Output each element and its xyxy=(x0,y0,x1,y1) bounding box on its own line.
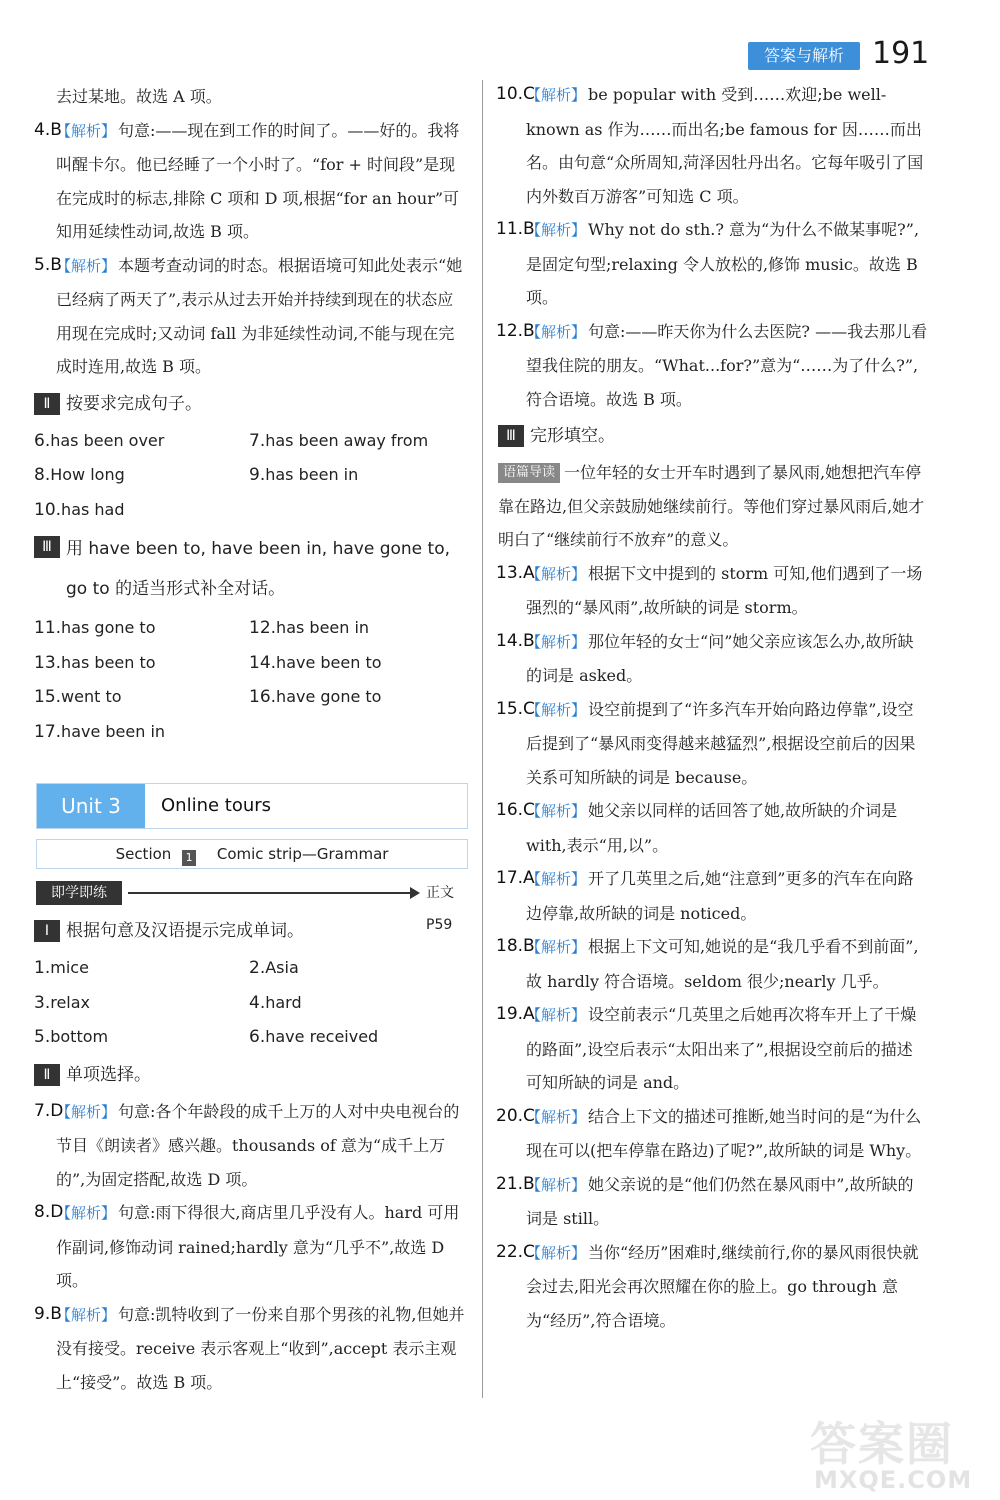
item-number: 12.B xyxy=(496,320,535,341)
analysis-tag: 【解析】 xyxy=(526,1175,587,1194)
item-number: 20.C xyxy=(496,1105,535,1126)
page-number: 191 xyxy=(872,36,930,71)
unit-banner xyxy=(36,783,468,829)
passage-text: 一位年轻的女士开车时遇到了暴风雨,她想把汽车停靠在路边,但父亲鼓励她继续前行。等他们穿过暴风雨后,她才明白了“继续前行不放弃”的意义。 xyxy=(498,463,925,549)
item-number: 14.B xyxy=(496,630,535,651)
item-number: 5.B xyxy=(34,254,62,275)
answer-text: hard xyxy=(265,992,302,1012)
watermark-logo xyxy=(800,1404,990,1494)
answer-text: has been away from xyxy=(265,430,429,450)
answer-cell xyxy=(247,986,462,1021)
item-text: 句意:——现在到工作的时间了。——好的。我将叫醒卡尔。他已经睡了一个小时了。“for + 时间段”是现在完成时的标志,排除 C 项和 D 项,根据“for an hour”可知用延续性动词,故选 B 项。 xyxy=(56,120,460,241)
answer-item xyxy=(496,794,928,862)
answer-cell xyxy=(32,646,247,681)
analysis-tag: 【解析】 xyxy=(526,86,587,104)
answer-item xyxy=(496,625,928,693)
roman-numeral-badge: Ⅱ xyxy=(34,1064,60,1086)
answer-number: 14. xyxy=(249,652,277,673)
answer-item xyxy=(32,1196,468,1298)
analysis-tag: 【解析】 xyxy=(526,564,587,583)
answer-cell xyxy=(32,611,247,646)
item-number: 10.C xyxy=(496,84,535,104)
section-title: 用 have been to, have been in, have gone to, go to 的适当形式补全对话。 xyxy=(66,539,451,599)
answer-number: 10. xyxy=(34,499,62,520)
item-number: 19.A xyxy=(496,1004,535,1024)
item-text: 句意:——昨天你为什么去医院? ——我去那儿看望我住院的朋友。“What...for?”意为“……为了什么?”,符合语境。故选 B 项。 xyxy=(526,321,928,409)
answer-number: 13. xyxy=(34,652,62,673)
item-text: 当你“经历”困难时,继续前行,你的暴风雨很快就会过去,阳光会再次照耀在你的脸上。go through 意为“经历”,符合语境。 xyxy=(526,1242,919,1330)
answer-cell xyxy=(247,424,462,459)
analysis-tag: 【解析】 xyxy=(56,1102,117,1121)
item-text: 句意:雨下得很大,商店里几乎没有人。hard 可用作副词,修饰动词 rained;hardly 意为“几乎不”,故选 D 项。 xyxy=(56,1203,460,1290)
section-heading xyxy=(32,1057,468,1093)
answer-number: 17. xyxy=(34,721,62,742)
item-number: 4.B xyxy=(34,119,62,140)
roman-numeral-badge: Ⅲ xyxy=(34,536,60,558)
answer-item xyxy=(496,930,928,998)
item-text: 那位年轻的女士“问”她父亲应该怎么办,故所缺的词是 asked。 xyxy=(526,631,914,685)
answer-item xyxy=(496,78,928,213)
item-text: 她父亲以同样的话回答了她,故所缺的介词是 with,表示“用,以”。 xyxy=(526,801,898,855)
watermark-main: 答案圈 xyxy=(810,1417,954,1471)
item-number: 17.A xyxy=(496,868,535,888)
answer-text: have received xyxy=(265,1027,379,1046)
item-number: 7.D xyxy=(34,1100,64,1121)
answer-number: 9. xyxy=(249,465,266,485)
roman-numeral-badge: Ⅲ xyxy=(498,425,524,447)
answer-item xyxy=(496,213,928,315)
analysis-tag: 【解析】 xyxy=(526,938,587,956)
unit-label: Unit 3 xyxy=(37,784,145,828)
right-items-top xyxy=(496,78,928,416)
answer-text: has had xyxy=(61,499,125,519)
section-number-badge: 1 xyxy=(182,850,196,866)
analysis-tag: 【解析】 xyxy=(56,1204,117,1222)
answer-item xyxy=(32,114,468,249)
right-items-bottom xyxy=(496,557,928,1338)
item-text: be popular with 受到……欢迎;be well-known as 作为……而出名;be famous for 因……而出名。由句意“众所周知,菏泽因牡丹出名。它每年吸引了国内外数百万游客”可知选 C 项。 xyxy=(526,85,924,206)
section-label: Section xyxy=(115,845,172,863)
section-subtitle: Comic strip—Grammar xyxy=(216,845,389,863)
item-number: 22.C xyxy=(496,1241,535,1262)
answer-cell xyxy=(32,715,247,750)
item-number: 15.C xyxy=(496,698,535,719)
answer-item xyxy=(496,557,928,625)
answer-number: 2. xyxy=(249,958,266,978)
answer-cell xyxy=(247,458,462,493)
unit-title: Online tours xyxy=(161,795,272,816)
answer-number: 4. xyxy=(249,992,266,1013)
item-number: 21.B xyxy=(496,1173,535,1194)
section-heading xyxy=(32,529,468,609)
left-items-top xyxy=(32,114,468,384)
answer-cell xyxy=(32,986,247,1021)
answer-number: 6. xyxy=(34,430,51,451)
answer-cell xyxy=(247,680,462,715)
practice-label: 即学即练 xyxy=(36,881,122,905)
left-items-bottom xyxy=(32,1095,468,1400)
answer-number: 1. xyxy=(34,958,51,978)
answer-cell xyxy=(247,1020,462,1055)
answer-number: 11. xyxy=(34,618,62,638)
answer-item xyxy=(32,1298,468,1400)
roman-numeral-badge: Ⅱ xyxy=(34,393,60,415)
analysis-tag: 【解析】 xyxy=(526,632,587,651)
answer-cell xyxy=(32,951,247,986)
answer-text: relax xyxy=(50,992,91,1012)
item-text: 设空前提到了“许多汽车开始向路边停靠”,设空后提到了“暴风雨变得越来越猛烈”,根据设空前后的因果关系可知所缺的词是 because。 xyxy=(526,699,916,787)
answer-text: has been over xyxy=(50,430,165,450)
item-number: 8.D xyxy=(34,1202,64,1222)
answer-text: have gone to xyxy=(276,687,382,706)
item-number: 13.A xyxy=(496,562,535,583)
answer-text: bottom xyxy=(50,1027,109,1046)
passage-tag: 语篇导读 xyxy=(498,463,560,483)
passage-summary xyxy=(496,456,928,557)
answer-number: 15. xyxy=(34,687,62,707)
item-number: 11.B xyxy=(496,219,535,239)
item-text: 本题考查动词的时态。根据语境可知此处表示“她已经病了两天了”,表示从过去开始并持续到现在的状态应用现在完成时;又动词 fall 为非延续性动词,不能与现在完成时连用,故选 B 项。 xyxy=(56,255,463,376)
item-text: Why not do sth.? 意为“为什么不做某事呢?”,是固定句型;relaxing 令人放松的,修饰 music。故选 B 项。 xyxy=(526,220,920,307)
answer-grid xyxy=(32,424,468,528)
answer-text: mice xyxy=(50,958,89,977)
answer-cell xyxy=(32,493,247,528)
answer-text: went to xyxy=(61,687,122,706)
analysis-tag: 【解析】 xyxy=(56,121,117,140)
answer-item xyxy=(32,249,468,384)
section-title: 按要求完成句子。 xyxy=(66,393,202,414)
watermark-url: MXQE.COM xyxy=(814,1466,973,1494)
right-column xyxy=(496,78,928,1337)
answer-item xyxy=(32,1095,468,1197)
item-number: 9.B xyxy=(34,1303,62,1324)
answer-text: has been in xyxy=(276,618,370,637)
analysis-tag: 【解析】 xyxy=(526,1107,587,1126)
answer-text: has gone to xyxy=(61,618,156,637)
answer-number: 12. xyxy=(249,618,277,638)
answer-grid xyxy=(32,951,468,1055)
column-divider xyxy=(482,80,483,1398)
answer-item xyxy=(496,315,928,417)
intro-text: 去过某地。故选 A 项。 xyxy=(56,87,222,106)
analysis-tag: 【解析】 xyxy=(526,1006,587,1024)
answer-text: has been in xyxy=(265,465,359,484)
answer-number: 7. xyxy=(249,430,266,451)
answer-cell xyxy=(32,424,247,459)
answer-text: Asia xyxy=(265,958,299,977)
answer-number: 6. xyxy=(249,1027,266,1047)
answer-number: 5. xyxy=(34,1027,51,1047)
answer-text: has been to xyxy=(61,652,156,672)
arrow-line xyxy=(128,892,414,894)
answer-item xyxy=(496,1100,928,1168)
analysis-tag: 【解析】 xyxy=(526,870,587,888)
analysis-tag: 【解析】 xyxy=(526,322,587,341)
item-number: 18.B xyxy=(496,936,535,956)
analysis-tag: 【解析】 xyxy=(526,1243,587,1262)
answer-text: have been in xyxy=(61,721,166,741)
section-bar xyxy=(36,839,468,869)
answer-cell xyxy=(32,680,247,715)
section-title: 完形填空。 xyxy=(530,426,615,446)
section-title: 根据句意及汉语提示完成单词。 xyxy=(66,921,304,941)
section-heading xyxy=(32,386,468,422)
arrow-icon xyxy=(410,887,420,899)
left-column xyxy=(32,80,468,1399)
item-text: 开了几英里之后,她“注意到”更多的汽车在向路边停靠,故所缺的词是 noticed。 xyxy=(526,869,914,923)
item-text: 根据上下文可知,她说的是“我几乎看不到前面”,故 hardly 符合语境。seldom 很少;nearly 几乎。 xyxy=(526,937,919,991)
roman-numeral-badge: Ⅰ xyxy=(34,920,60,942)
analysis-tag: 【解析】 xyxy=(56,1305,117,1324)
analysis-tag: 【解析】 xyxy=(56,256,117,275)
answer-number: 16. xyxy=(249,687,277,707)
answer-cell xyxy=(247,951,462,986)
answer-cell xyxy=(247,646,462,681)
item-text: 句意:凯特收到了一份来自那个男孩的礼物,但她并没有接受。receive 表示客观上“收到”,accept 表示主观上“接受”。故选 B 项。 xyxy=(56,1304,465,1392)
section-heading xyxy=(496,418,928,454)
section-title: 单项选择。 xyxy=(66,1064,151,1085)
answer-item xyxy=(496,1236,928,1338)
item-text: 结合上下文的描述可推断,她当时问的是“为什么现在可以(把车停靠在路边)了呢?”,故所缺的词是 Why。 xyxy=(526,1106,922,1160)
item-text: 根据下文中提到的 storm 可知,他们遇到了一场强烈的“暴风雨”,故所缺的词是 storm。 xyxy=(526,563,923,617)
item-number: 16.C xyxy=(496,800,535,820)
answer-item xyxy=(496,1168,928,1236)
item-text: 句意:各个年龄段的成千上万的人对中央电视台的节目《朗读者》感兴趣。thousands of 意为“成千上万的”,为固定搭配,故选 D 项。 xyxy=(56,1101,460,1189)
header-tag: 答案与解析 xyxy=(748,42,860,70)
answer-number: 3. xyxy=(34,992,51,1013)
answer-grid xyxy=(32,611,468,749)
answer-text: How long xyxy=(50,465,125,484)
answer-item xyxy=(496,998,928,1100)
answer-cell xyxy=(32,458,247,493)
answer-item xyxy=(496,862,928,930)
analysis-tag: 【解析】 xyxy=(526,700,587,719)
analysis-tag: 【解析】 xyxy=(526,802,587,820)
analysis-tag: 【解析】 xyxy=(526,221,587,239)
answer-item xyxy=(496,693,928,795)
item-text: 设空前表示“几英里之后她再次将车开上了干燥的路面”,设空后表示“太阳出来了”,根据设空前后的描述可知所缺的词是 and。 xyxy=(526,1005,917,1092)
answer-cell xyxy=(247,611,462,646)
answer-number: 8. xyxy=(34,465,51,485)
page-reference: 正文 P59 xyxy=(426,885,454,933)
answer-cell xyxy=(32,1020,247,1055)
item-text: 她父亲说的是“他们仍然在暴风雨中”,故所缺的词是 still。 xyxy=(526,1174,914,1228)
answer-text: have been to xyxy=(276,652,382,672)
section-heading xyxy=(32,913,468,949)
